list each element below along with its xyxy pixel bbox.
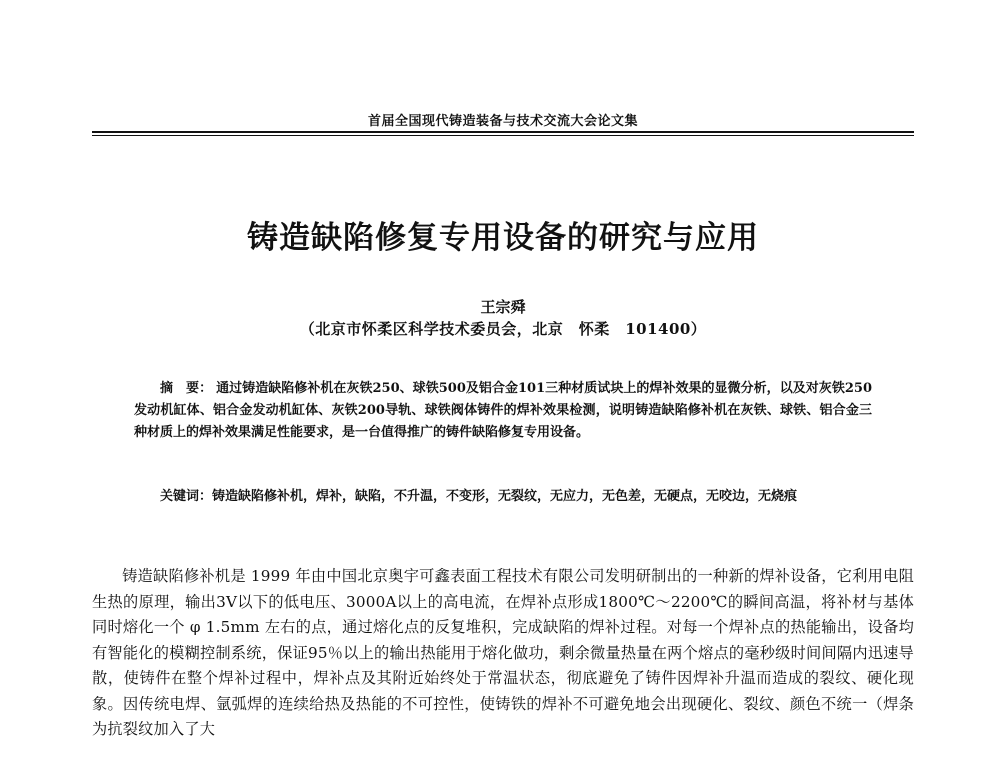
author-affiliation: （北京市怀柔区科学技术委员会，北京 怀柔 101400）	[299, 320, 707, 338]
body-paragraph: 铸造缺陷修补机是 1999 年由中国北京奥宇可鑫表面工程技术有限公司发明研制出的一种新的焊补设备，它利用电阻生热的原理，输出3V以下的低电压、3000A以上的高电流，在焊补点形成1800℃～2200℃的瞬间高温，将补材与基体同时熔化一个 φ 1.5mm 左右的点，通过熔化点的反复堆积，完成缺陷的焊补过程。对每一个焊补点的热能输出，设备均有智能化的模糊控制系统，保证95％以上的输出热能用于熔化做功，剩余微量热量在两个熔点的毫秒级时间间隔内迅速导散，使铸件在整个焊补过程中，焊补点及其附近始终处于常温状态，彻底避免了铸件因焊补升温而造成的裂纹、硬化现象。因传统电焊、氩弧焊的连续给热及热能的不可控性，使铸铁的焊补不可避免地会出现硬化、裂纹、颜色不统一（焊条为抗裂纹加入了大	[92, 567, 914, 738]
keywords-label: 关键词：	[160, 489, 213, 504]
header-rule-thin	[92, 135, 914, 136]
body-text	[92, 564, 914, 743]
keywords-text: 铸造缺陷修补机，焊补，缺陷，不升温，不变形，无裂纹，无应力，无色差，无硬点，无咬边，无烧痕	[212, 489, 798, 504]
abstract-text: 通过铸造缺陷修补机在灰铁250、球铁500及铝合金101三种材质试块上的焊补效果的显微分析，以及对灰铁250发动机缸体、铝合金发动机缸体、灰铁200导轨、球铁阀体铸件的焊补效果检测，说明铸造缺陷修补机在灰铁、球铁、铝合金三种材质上的焊补效果满足性能要求，是一台值得推广的铸件缺陷修复专用设备。	[134, 381, 872, 440]
keywords	[134, 486, 872, 508]
author-name: 王宗舜	[480, 298, 526, 316]
abstract-label: 摘 要：	[160, 381, 213, 396]
header-rule-thick	[92, 131, 914, 133]
abstract	[134, 378, 872, 444]
paper-title: 铸造缺陷修复专用设备的研究与应用	[247, 220, 759, 256]
running-header: 首届全国现代铸造装备与技术交流大会论文集	[367, 114, 638, 129]
